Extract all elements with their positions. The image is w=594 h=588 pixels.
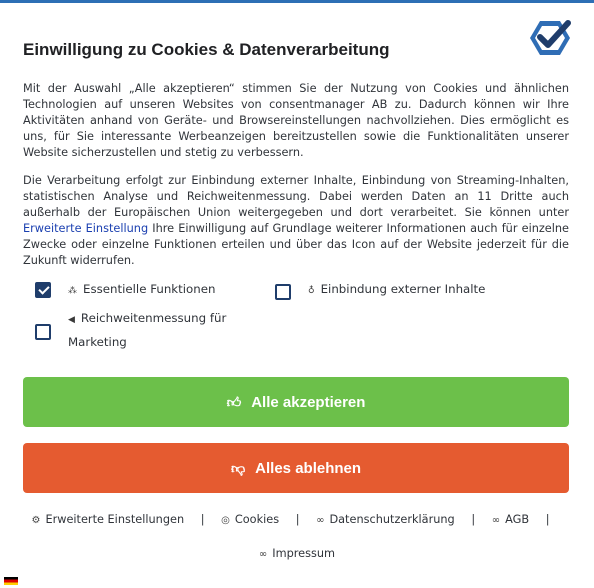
thumbs-up-icon: 👍︎: [226, 393, 242, 410]
lightbulb-icon: ♁: [308, 286, 315, 296]
megaphone-icon: ◀: [68, 315, 75, 325]
processing-text-start: Die Verarbeitung erfolgt zur Einbindung externer Inhalte, Einbindung von Streaming-Inhalten, statistischen Analyse und Reichweitenmessung. Dabei werden Daten an 11 Dritte auch außerhalb der Europäischen Union weitergegeben und dort verarbeitet. Sie können unter: [23, 174, 569, 219]
cookie-icon: ◎: [221, 515, 230, 526]
thumbs-down-icon: 👎︎: [230, 459, 246, 476]
footer-cookies-label: Cookies: [234, 513, 280, 526]
separator: |: [545, 513, 550, 526]
intro-paragraph: Mit der Auswahl „Alle akzeptieren“ stimmen Sie der Nutzung von Cookies und ähnlichen Technologien auf unseren Websites von consentmanager AB zu. Dadurch können wir Ihre Aktivitäten anhand von Geräte- und Browsereinstellungen nachvollziehen. Dies ermöglicht es uns, für Sie interessante Werbeanzeigen bereitzustellen sowie die Funktionalitäten unserer Website sicherzustellen und stetig zu verbessern.: [23, 82, 569, 159]
option-essential-functions[interactable]: [68, 278, 215, 302]
separator: |: [200, 513, 205, 526]
option-external-content[interactable]: [308, 278, 485, 302]
footer-imprint-label: Impressum: [272, 547, 336, 560]
footer-links: [0, 513, 594, 526]
option-reach-measurement[interactable]: [68, 307, 238, 353]
advanced-settings-link[interactable]: Erweiterte Einstellung: [23, 222, 149, 235]
reject-all-label: Alles ablehnen: [255, 459, 362, 477]
footer-links-second-row: [0, 547, 594, 560]
option-label: Essentielle Funktionen: [83, 282, 216, 296]
gear-icon: ⚙: [31, 515, 41, 526]
puzzle-icon: ⁂: [68, 286, 77, 296]
footer-settings-link[interactable]: [31, 513, 184, 526]
link-icon: ∞: [316, 515, 325, 526]
processing-paragraph: [23, 173, 569, 269]
processing-text-end: Ihre Einwilligung auf Grundlage weiterer Informationen auch für einzelne Zwecke oder einzelne Funktionen erteilen und über das Icon auf der Website jederzeit für die Zukunft widerrufen.: [23, 222, 569, 267]
footer-agb-label: AGB: [505, 513, 530, 526]
option-label: Einbindung externer Inhalte: [320, 282, 486, 296]
checkbox-essential-functions[interactable]: [35, 282, 51, 298]
separator: |: [295, 513, 300, 526]
accept-all-label: Alle akzeptieren: [251, 393, 366, 411]
checkbox-reach-measurement[interactable]: [35, 324, 51, 340]
option-label: Reichweitenmessung für Marketing: [68, 311, 227, 349]
separator: |: [471, 513, 476, 526]
footer-agb-link[interactable]: [492, 513, 529, 526]
footer-cookies-link[interactable]: [221, 513, 279, 526]
checkbox-external-content[interactable]: [275, 284, 291, 300]
consent-dialog: [0, 3, 594, 588]
footer-settings-label: Erweiterte Einstellungen: [45, 513, 185, 526]
footer-imprint-link[interactable]: [259, 547, 335, 560]
accept-all-button[interactable]: [23, 377, 569, 427]
footer-privacy-label: Datenschutzerklärung: [329, 513, 455, 526]
footer-privacy-link[interactable]: [316, 513, 455, 526]
link-icon: ∞: [258, 549, 268, 560]
reject-all-button[interactable]: [23, 443, 569, 493]
link-icon: ∞: [491, 515, 501, 526]
german-flag-icon[interactable]: [4, 577, 18, 585]
dialog-title: Einwilligung zu Cookies & Datenverarbeitung: [23, 40, 390, 59]
consent-shield-logo-icon: [528, 17, 572, 59]
